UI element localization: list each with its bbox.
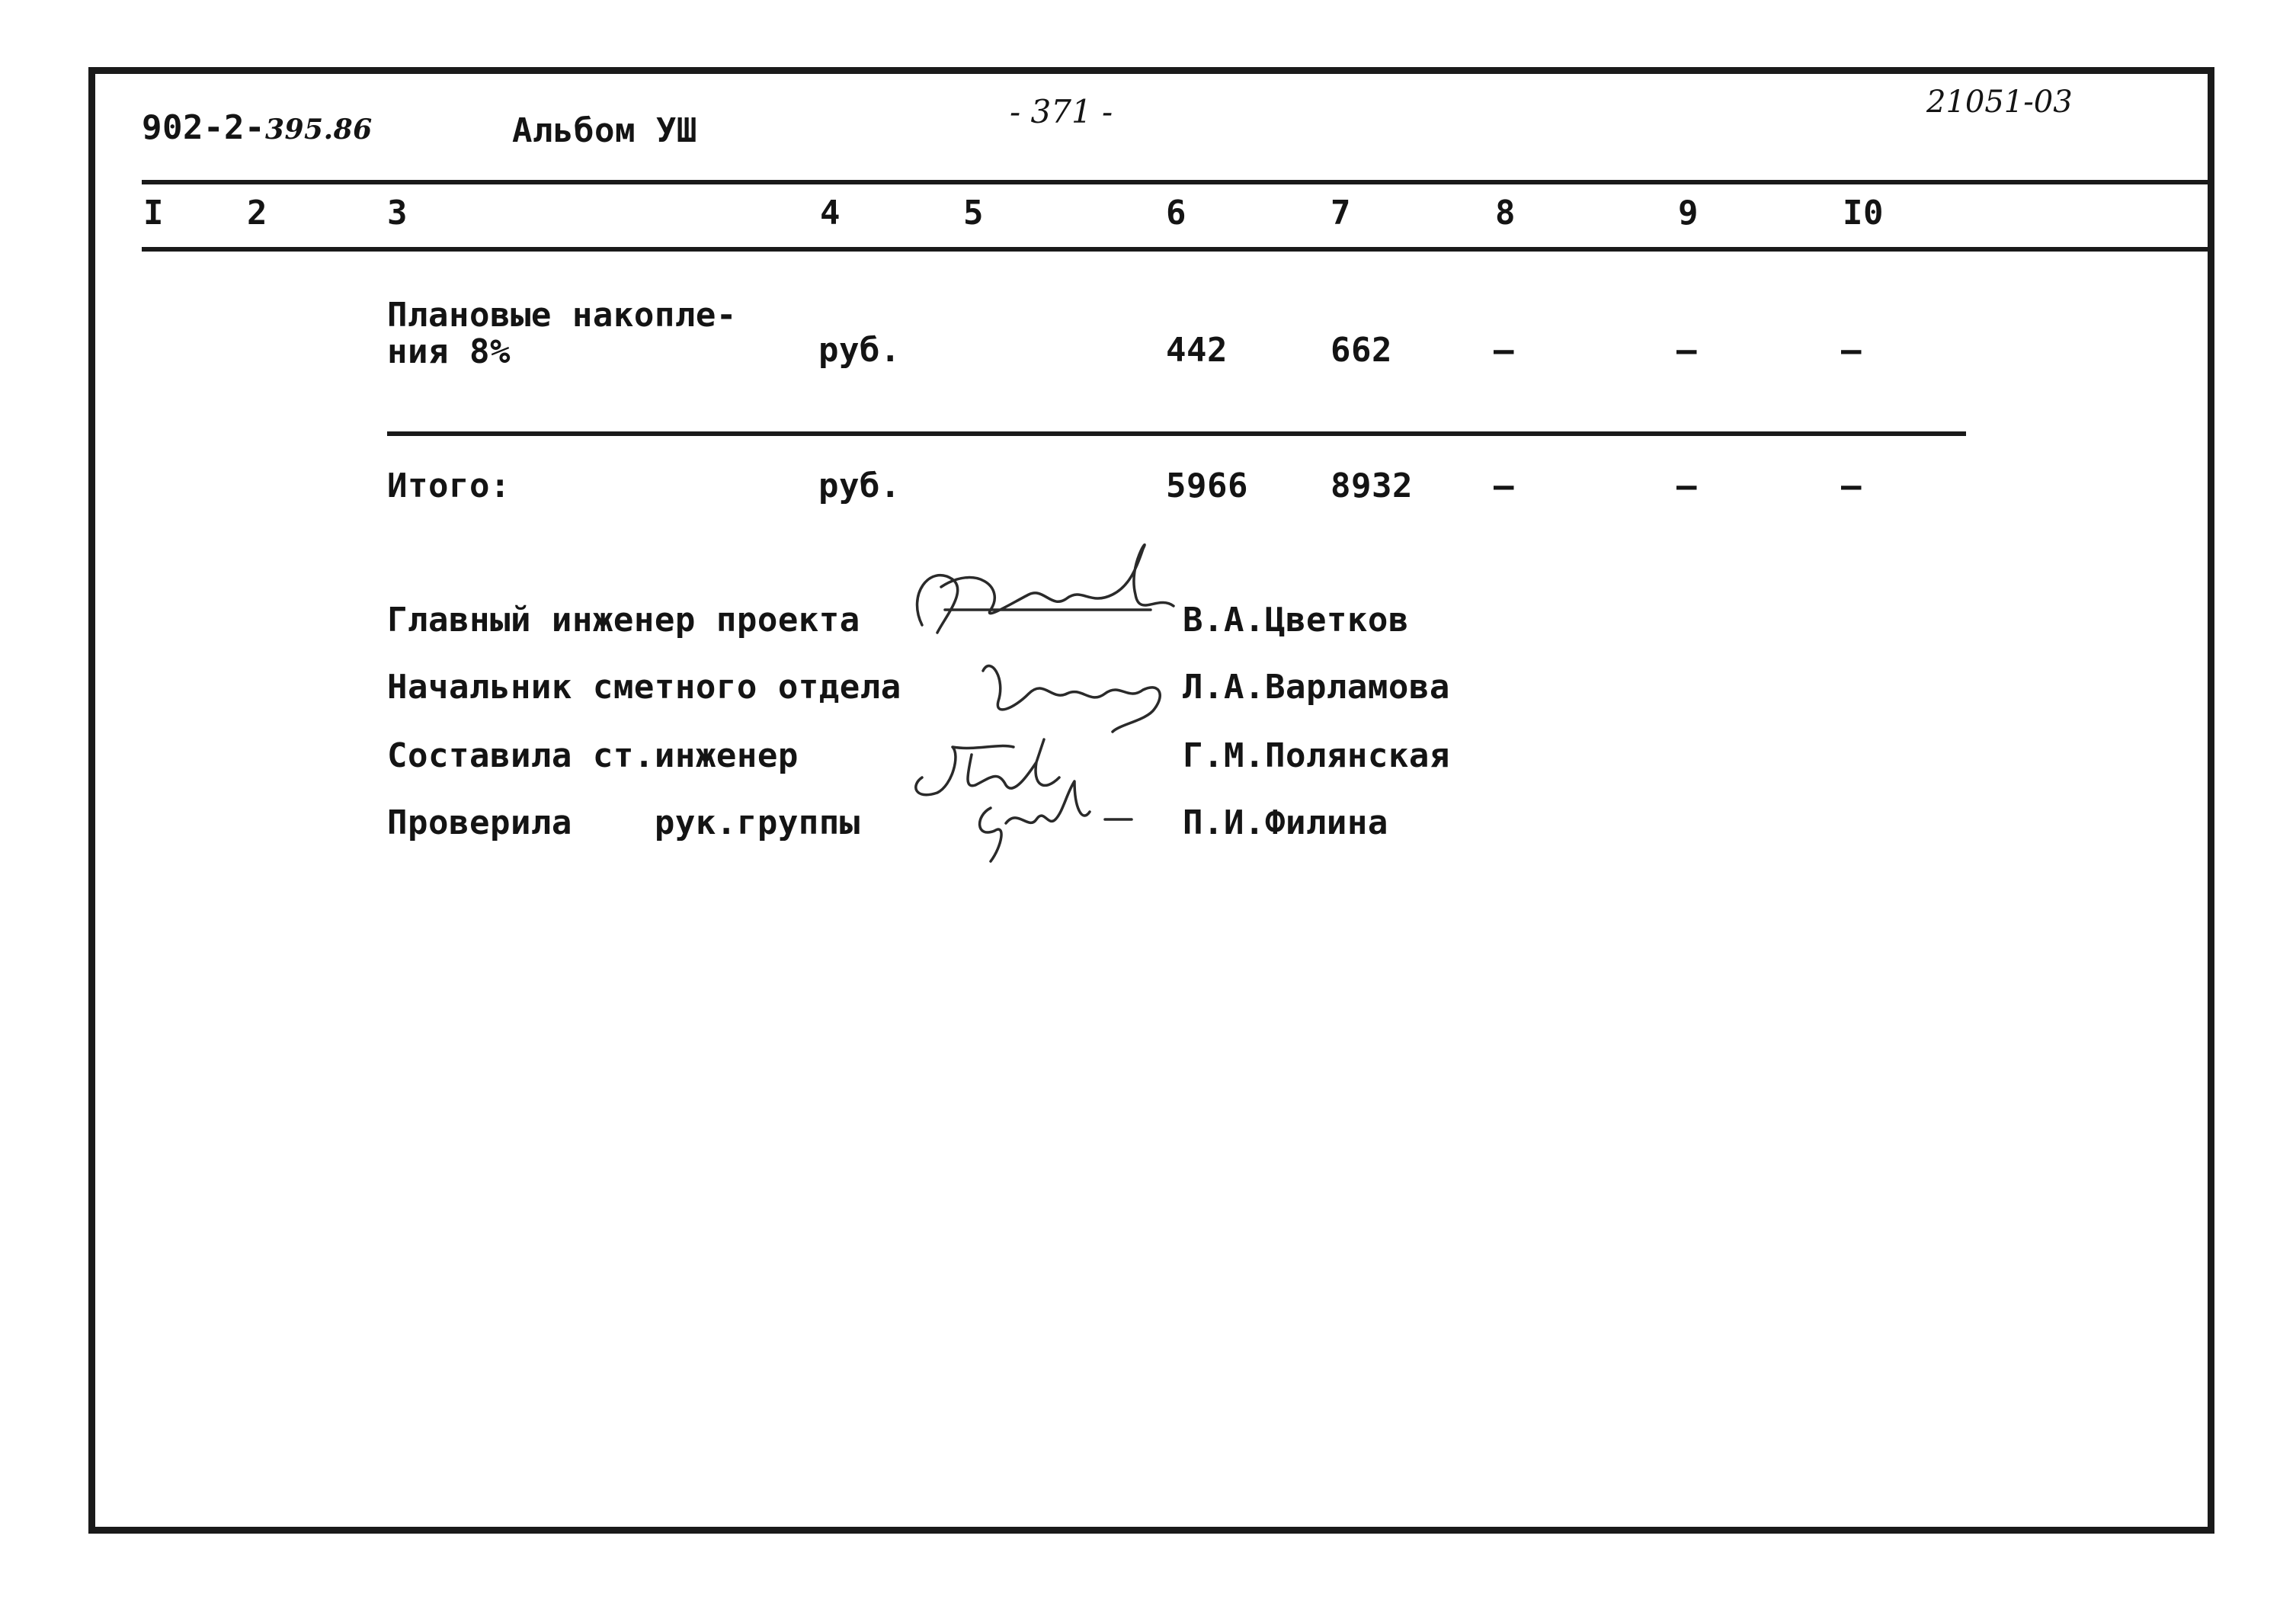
- column-header-1: I: [143, 194, 164, 232]
- total-rule: [387, 431, 1966, 436]
- signature-name: Г.М.Полянская: [1183, 736, 1450, 775]
- row-col9: –: [1676, 331, 1697, 370]
- column-header-4: 4: [820, 194, 841, 232]
- signature-position: Главный инженер проекта: [387, 601, 860, 640]
- row-unit: руб.: [818, 466, 901, 505]
- header-rule: [142, 180, 2214, 184]
- row-name-line1: Плановые накопле-: [387, 296, 737, 335]
- row-name-line2: ния 8%: [387, 332, 511, 371]
- signature-mark-2: [968, 648, 1196, 732]
- row-col7: 8932: [1331, 466, 1413, 505]
- signature-position: Начальник сметного отдела: [387, 668, 901, 707]
- album-label: Альбом УШ: [512, 111, 697, 150]
- signature-name: В.А.Цветков: [1183, 601, 1409, 640]
- doc-number: [142, 108, 373, 147]
- row-unit: руб.: [818, 331, 901, 370]
- doc-number-printed: 902-2-: [142, 108, 265, 147]
- signature-name: Л.А.Варламова: [1183, 668, 1450, 707]
- column-header-7: 7: [1331, 194, 1351, 232]
- signature-mark-4: [960, 777, 1174, 869]
- row-name: Итого:: [387, 466, 511, 505]
- archive-code: 21051-03: [1926, 85, 2073, 120]
- column-header-8: 8: [1495, 194, 1516, 232]
- column-header-2: 2: [247, 194, 267, 232]
- signature-mark-1: [899, 534, 1204, 640]
- signature-name: П.И.Филина: [1183, 803, 1388, 842]
- row-col8: –: [1494, 331, 1514, 370]
- signature-position: Составила ст.инженер: [387, 736, 799, 775]
- column-header-rule: [142, 247, 2214, 252]
- row-col8: –: [1494, 466, 1514, 505]
- doc-number-handwritten: 395.86: [264, 114, 373, 146]
- column-header-3: 3: [387, 194, 408, 232]
- row-col9: –: [1676, 466, 1697, 505]
- row-col6: 5966: [1166, 466, 1248, 505]
- row-col6: 442: [1166, 331, 1228, 370]
- column-header-9: 9: [1678, 194, 1699, 232]
- page-number: - 371 -: [1010, 93, 1113, 130]
- row-col10: –: [1841, 331, 1862, 370]
- column-header-10: I0: [1843, 194, 1884, 232]
- signature-position: Проверила рук.группы: [387, 803, 860, 842]
- column-header-5: 5: [963, 194, 984, 232]
- row-col7: 662: [1331, 331, 1392, 370]
- column-header-6: 6: [1166, 194, 1186, 232]
- row-col10: –: [1841, 466, 1862, 505]
